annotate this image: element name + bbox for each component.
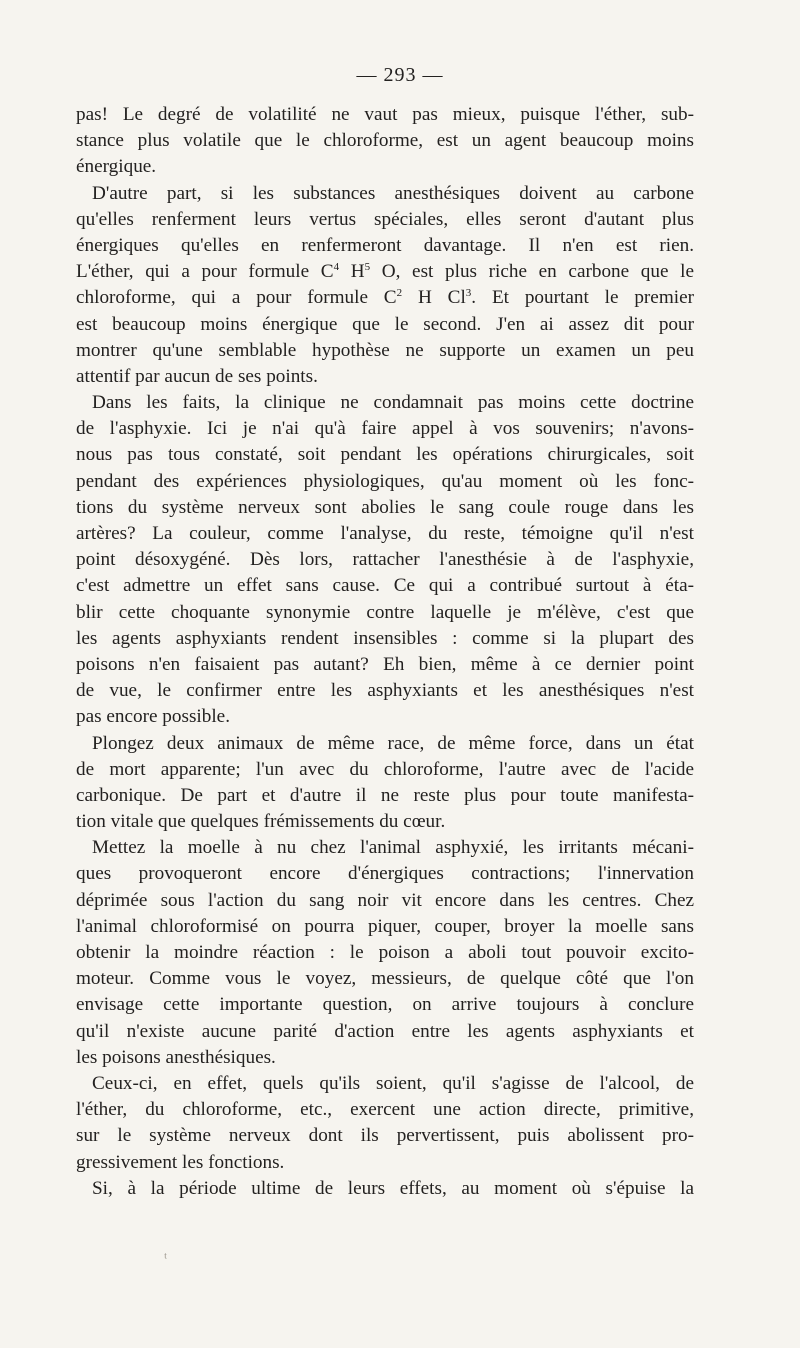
text-line: obtenir la moindre réaction : le poison a aboli tout pouvoir excito-: [76, 942, 694, 963]
text-line: Dans les faits, la clinique ne condamnait pas moins cette doctrine: [92, 392, 694, 414]
text-line: qu'il n'existe aucune parité d'action entre les agents asphyxiants et: [76, 1020, 694, 1042]
text-line: Plongez deux animaux de même race, de même force, dans un état: [92, 732, 694, 754]
text-line: les agents asphyxiants rendent insensibles : comme si la plupart des: [76, 627, 694, 649]
formula-subscript: 5: [364, 261, 371, 274]
text-line: c'est admettre un effet sans cause. Ce qui a contribué surtout à éta-: [76, 575, 694, 597]
body-text: [76, 102, 694, 1202]
formula-line: [76, 259, 694, 285]
page-number: — 293 —: [356, 64, 444, 86]
text-line: poisons n'en faisaient pas autant? Eh bien, même à ce dernier point: [76, 653, 694, 675]
text-line: pendant des expériences physiologiques, qu'au moment où les fonc-: [76, 470, 694, 492]
text-line: l'éther, du chloroforme, etc., exercent une action directe, primitive,: [76, 1099, 694, 1121]
formula-text: H Cl: [402, 287, 466, 309]
text-line: attentif par aucun de ses points.: [76, 365, 318, 387]
text-line: nous pas tous constaté, soit pendant les opérations chirurgicales, soit: [76, 444, 694, 466]
text-line: déprimée sous l'action du sang noir vit encore dans les centres. Chez: [76, 889, 694, 911]
text-line: Mettez la moelle à nu chez l'animal asphyxié, les irritants mécani-: [92, 837, 694, 859]
text-line: Ceux-ci, en effet, quels qu'ils soient, qu'il s'agisse de l'alcool, de: [92, 1072, 694, 1094]
text-line: tions du système nerveux sont abolies le sang coule rouge dans les: [76, 496, 694, 518]
text-line: tion vitale que quelques frémissements du cœur.: [76, 811, 446, 833]
text-line: pas! Le degré de volatilité ne vaut pas mieux, puisque l'éther, sub-: [76, 104, 694, 125]
text-line: stance plus volatile que le chloroforme, est un agent beaucoup moins: [76, 130, 694, 152]
text-line: pas encore possible.: [76, 706, 230, 728]
text-line: blir cette choquante synonymie contre laquelle je m'élève, c'est que: [76, 601, 694, 623]
text-line: l'animal chloroformisé on pourra piquer, couper, broyer la moelle sans: [76, 915, 694, 937]
formula-text: O, est plus riche en carbone que le: [370, 261, 695, 283]
text-line: de l'asphyxie. Ici je n'ai qu'à faire appel à vos souvenirs; n'avons-: [76, 418, 694, 440]
text-line: montrer qu'une semblable hypothèse ne supporte un examen un peu: [76, 339, 694, 361]
text-line: qu'elles renferment leurs vertus spéciales, elles seront d'autant plus: [76, 208, 694, 230]
formula-text: . Et pourtant le premier: [471, 287, 694, 309]
text-line: carbonique. De part et d'autre il ne reste plus pour toute manifesta-: [76, 784, 694, 806]
text-line: D'autre part, si les substances anesthésiques doivent au carbone: [92, 182, 694, 204]
formula-text: L'éther, qui a pour formule C: [76, 261, 334, 283]
text-line: envisage cette importante question, on arrive toujours à conclure: [76, 994, 694, 1016]
text-line: les poisons anesthésiques.: [76, 1046, 276, 1068]
formula-subscript: 2: [396, 287, 403, 300]
text-line: artères? La couleur, comme l'analyse, du reste, témoigne qu'il n'est: [76, 523, 694, 544]
text-line: sur le système nerveux dont ils pervertissent, puis abolissent pro-: [76, 1125, 694, 1147]
formula-line: [76, 285, 694, 311]
text-line: est beaucoup moins énergique que le second. J'en ai assez dit pour: [76, 313, 694, 335]
formula-subscript: 3: [465, 287, 472, 300]
text-line: énergiques qu'elles en renfermeront davantage. Il n'en est rien.: [76, 234, 694, 256]
stray-mark: ᵗ: [164, 1250, 168, 1267]
text-line: énergique.: [76, 156, 157, 178]
text-line: gressivement les fonctions.: [76, 1151, 285, 1173]
text-line: moteur. Comme vous le voyez, messieurs, de quelque côté que l'on: [76, 968, 694, 990]
text-line: ques provoqueront encore d'énergiques contractions; l'innervation: [76, 863, 694, 885]
formula-subscript: 4: [333, 261, 340, 274]
text-line: de vue, le confirmer entre les asphyxiants et les anesthésiques n'est: [76, 680, 694, 702]
formula-text: chloroforme, qui a pour formule C: [76, 287, 397, 309]
formula-text: H: [339, 261, 365, 283]
text-line: Si, à la période ultime de leurs effets, au moment où s'épuise la: [92, 1177, 694, 1199]
text-line: de mort apparente; l'un avec du chloroforme, l'autre avec de l'acide: [76, 758, 694, 780]
text-line: point désoxygéné. Dès lors, rattacher l'anesthésie à de l'asphyxie,: [76, 549, 694, 571]
